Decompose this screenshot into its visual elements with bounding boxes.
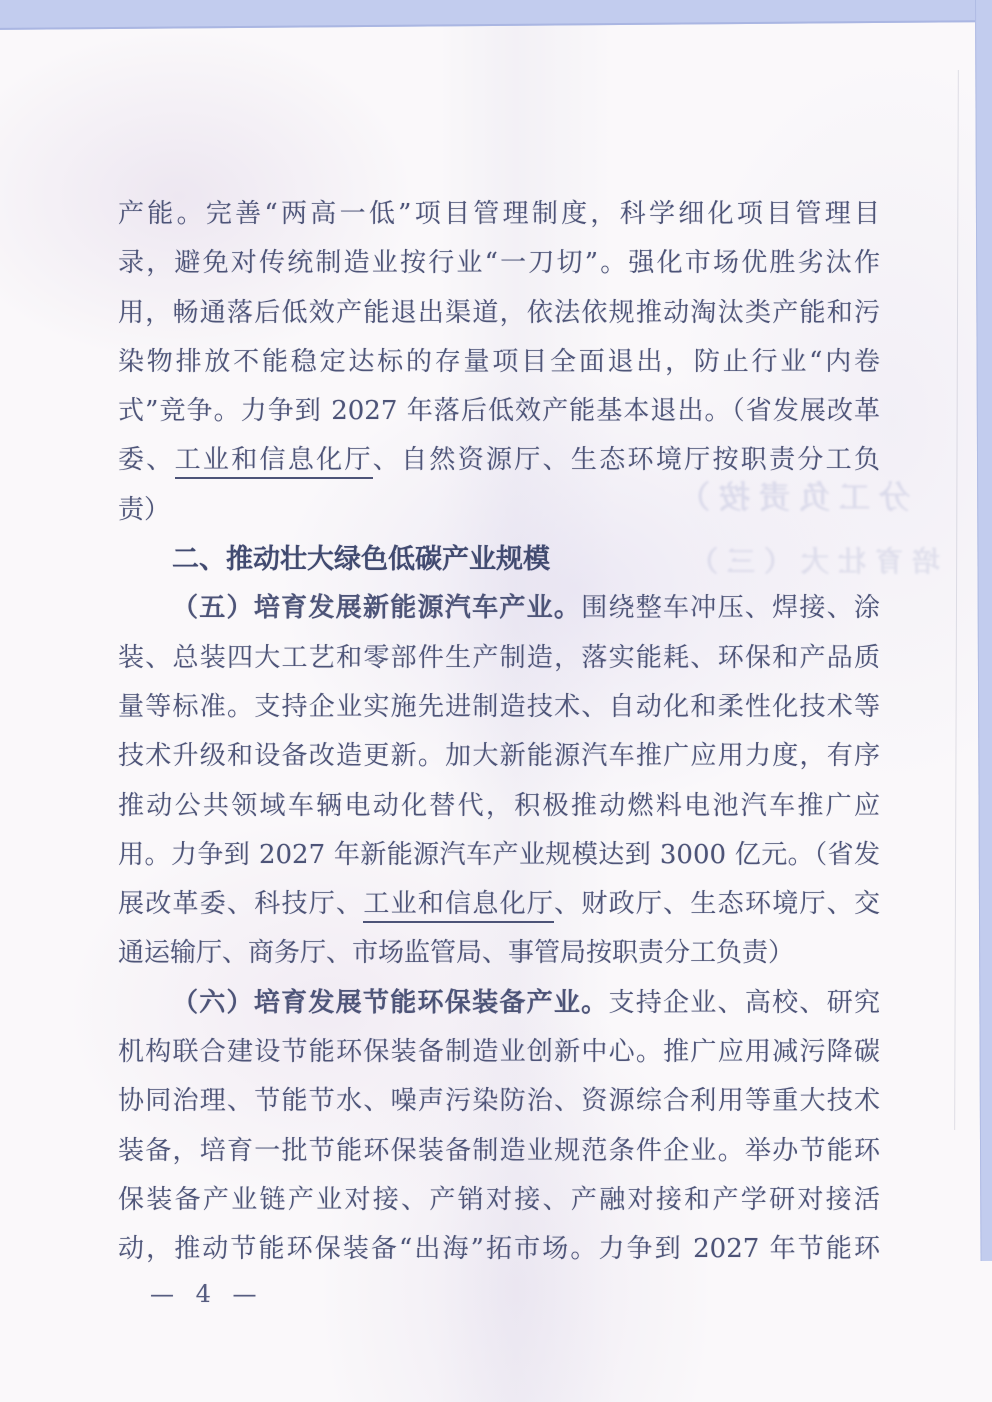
line-text: 支持企业、高校、研究 bbox=[608, 987, 880, 1018]
text-line bbox=[118, 732, 880, 781]
text-line bbox=[118, 338, 880, 387]
text-line bbox=[118, 929, 880, 978]
text-line bbox=[118, 1127, 880, 1176]
line-text: 展改革委、科技厅、 bbox=[118, 889, 364, 920]
text-line bbox=[118, 239, 880, 288]
line-text: 通运输厅、商务厅、市场监管局、事管局按职责分工负责） bbox=[118, 938, 795, 969]
text-line bbox=[118, 634, 880, 683]
section-heading-text: 二、推动壮大绿色低碳产业规模 bbox=[172, 544, 550, 576]
body-text bbox=[118, 190, 880, 1275]
page-number: — 4 — bbox=[150, 1280, 264, 1308]
line-text: 机构联合建设节能环保装备制造业创新中心。推广应用减污降碳 bbox=[118, 1037, 880, 1068]
text-line bbox=[118, 584, 880, 633]
line-text: 协同治理、节能节水、噪声污染防治、资源综合利用等重大技术 bbox=[118, 1086, 880, 1117]
text-line bbox=[118, 683, 880, 732]
line-text: 产能。完善“两高一低”项目管理制度，科学细化项目管理目 bbox=[118, 199, 880, 229]
line-text: 动，推动节能环保装备“出海”拓市场。力争到 2027 年节能环 bbox=[118, 1234, 880, 1265]
line-text: 染物排放不能稳定达标的存量项目全面退出，防止行业“内卷 bbox=[118, 346, 880, 377]
line-text: 装、总装四大工艺和零部件生产制造，落实能耗、环保和产品质 bbox=[118, 642, 880, 673]
text-line bbox=[118, 486, 880, 535]
text-line bbox=[118, 880, 880, 929]
line-text: 装备，培育一批节能环保装备制造业规范条件企业。举办节能环 bbox=[118, 1135, 880, 1166]
line-text: 、自然资源厅、生态环境厅按职责分工负 bbox=[372, 445, 880, 476]
text-line bbox=[118, 1176, 880, 1225]
text-line bbox=[118, 979, 880, 1028]
text-line bbox=[118, 831, 880, 880]
text-line bbox=[118, 1225, 880, 1274]
line-text: 用，畅通落后低效产能退出渠道，依法依规推动淘汰类产能和污 bbox=[118, 297, 880, 328]
line-text: 用。力争到 2027 年新能源汽车产业规模达到 3000 亿元。（省发 bbox=[118, 839, 880, 870]
underlined-department: 工业和信息化厅 bbox=[363, 889, 554, 923]
line-text: 委、 bbox=[118, 445, 175, 476]
text-line bbox=[118, 190, 880, 239]
text-line bbox=[118, 1077, 880, 1126]
text-line bbox=[118, 1028, 880, 1077]
text-line bbox=[118, 289, 880, 338]
line-text: 技术升级和设备改造更新。加大新能源汽车推广应用力度，有序 bbox=[118, 741, 880, 772]
section-heading bbox=[118, 535, 880, 584]
line-text: 推动公共领域车辆电动化替代，积极推动燃料电池汽车推广应 bbox=[118, 790, 880, 821]
line-text: 围绕整车冲压、焊接、涂 bbox=[581, 593, 880, 624]
line-text: 保装备产业链产业对接、产销对接、产融对接和产学研对接活 bbox=[118, 1184, 880, 1215]
line-text: 量等标准。支持企业实施先进制造技术、自动化和柔性化技术等 bbox=[118, 691, 880, 722]
line-text: 责） bbox=[118, 494, 171, 525]
clause-title: （五）培育发展新能源汽车产业。 bbox=[172, 593, 582, 624]
line-text: 式”竞争。力争到 2027 年落后低效产能基本退出。（省发展改革 bbox=[118, 396, 880, 427]
line-text: 录，避免对传统制造业按行业“一刀切”。强化市场优胜劣汰作 bbox=[118, 248, 880, 279]
underlined-department: 工业和信息化厅 bbox=[175, 445, 373, 479]
line-text: 、财政厅、生态环境厅、交 bbox=[554, 889, 880, 920]
text-line bbox=[118, 436, 880, 485]
text-line bbox=[118, 387, 880, 436]
clause-title: （六）培育发展节能环保装备产业。 bbox=[172, 987, 609, 1018]
text-line bbox=[118, 782, 880, 831]
